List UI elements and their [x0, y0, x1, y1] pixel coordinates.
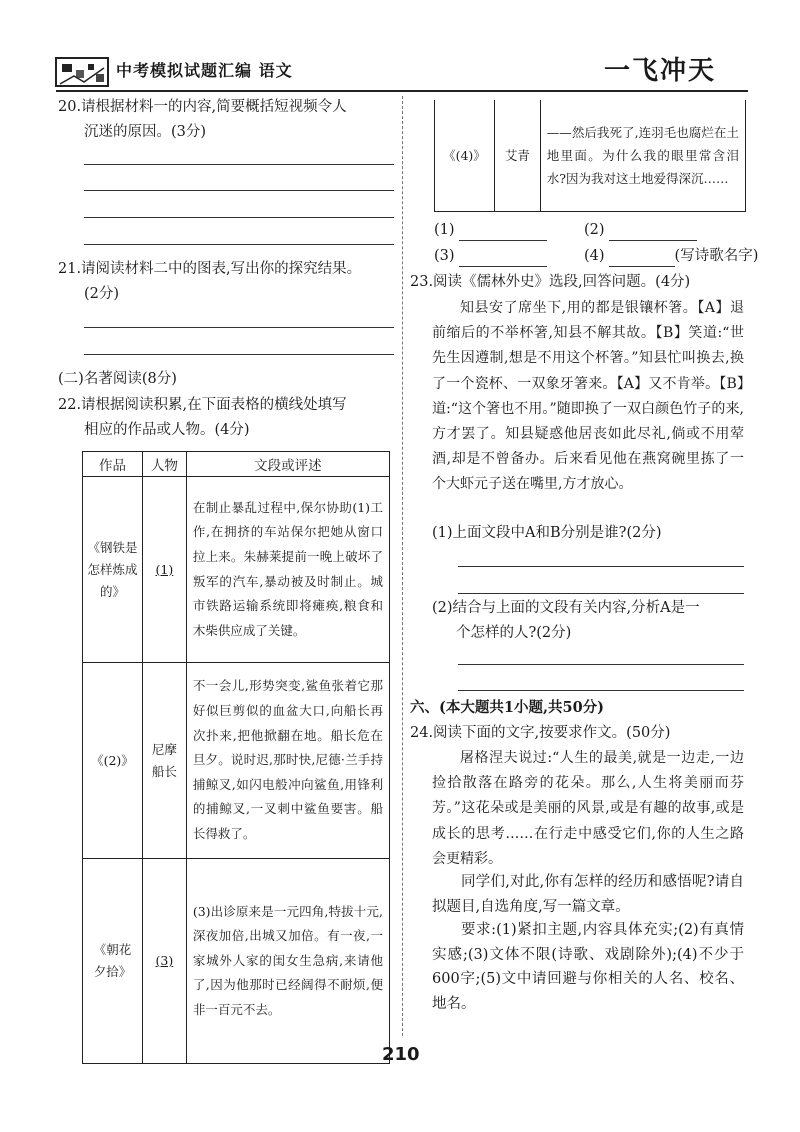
section-heading-reading: (二)名著阅读(8分)	[58, 371, 177, 387]
q23-sub2-answer-line-1[interactable]	[458, 664, 744, 665]
q22-line2: 相应的作品或人物。(4分)	[84, 422, 250, 438]
answer-blank-1[interactable]	[434, 219, 547, 241]
answer-blank-3-line[interactable]	[459, 250, 547, 267]
q24-title: 24.阅读下面的文字,按要求作文。(50分)	[410, 725, 671, 741]
answer-blank-4-note: (写诗歌名字)	[674, 248, 759, 264]
poem-table-continuation	[434, 100, 746, 212]
q22-line1: 22.请根据阅读积累,在下面表格的横线处填写	[58, 397, 347, 413]
q23-sub1: (1)上面文段中A和B分别是谁?(2分)	[432, 525, 662, 541]
column-divider	[402, 96, 403, 1036]
answer-blank-4[interactable]	[584, 245, 758, 267]
table-cell-work: 《钢铁是怎样炼成的》	[83, 477, 143, 663]
answer-blank-3[interactable]	[434, 245, 547, 267]
q20-line2: 沉迷的原因。(3分)	[84, 124, 207, 140]
q23-sub1-answer-line-1[interactable]	[458, 566, 744, 567]
table-row	[435, 100, 746, 212]
section-heading-writing: 六、(本大题共1小题,共50分)	[410, 699, 605, 716]
q21-line2: (2分)	[84, 286, 120, 302]
table-cell-work: 《朝花夕拾》	[83, 859, 143, 1064]
q23-sub2-line2: 个怎样的人?(2分)	[456, 625, 572, 641]
page-header-title: 中考模拟试题汇编 语文	[116, 61, 293, 80]
table-row	[83, 859, 390, 1064]
table-cell-excerpt: ——然后我死了,连羽毛也腐烂在土地里面。为什么我的眼里常含泪水?因为我对这土地爱得深沉……	[540, 100, 745, 212]
q21-answer-line-1[interactable]	[84, 327, 394, 328]
q20-answer-line-3[interactable]	[84, 217, 394, 218]
table-cell-excerpt: (3)出诊原来是一元四角,特拔十元,深夜加倍,出城又加倍。有一夜,一家城外人家的闺女生急病,来请他了,因为他那时已经阔得不耐烦,便非一百元不去。	[186, 859, 389, 1064]
q20-answer-line-2[interactable]	[84, 190, 394, 191]
answer-blank-2-label: (2)	[584, 222, 605, 238]
answer-blank-1-line[interactable]	[459, 224, 547, 241]
header-logo-icon	[54, 54, 110, 88]
answer-blank-2[interactable]	[584, 219, 697, 241]
works-table-header-row	[83, 452, 390, 477]
col-header-work: 作品	[83, 452, 143, 477]
page-number: 210	[382, 1044, 420, 1065]
q23-sub2-answer-line-2[interactable]	[458, 690, 744, 691]
header-rule	[56, 90, 748, 92]
table-cell-work[interactable]: 《(2)》	[83, 663, 143, 859]
table-row	[83, 663, 390, 859]
table-cell-person[interactable]: (1)	[142, 477, 186, 663]
col-header-excerpt: 文段或评述	[186, 452, 389, 477]
col-header-person: 人物	[142, 452, 186, 477]
answer-blank-3-label: (3)	[434, 248, 455, 264]
answer-blank-1-label: (1)	[434, 222, 455, 238]
q24-paragraph-3: 要求:(1)紧扣主题,内容具体充实;(2)有真情实感;(3)文体不限(诗歌、戏剧除外);(4)不少于600字;(5)文中请回避与你相关的人名、校名、地名。	[432, 922, 744, 1012]
q23-sub2-line1: (2)结合与上面的文段有关内容,分析A是一	[432, 600, 700, 616]
q24-paragraph-1: 屠格涅夫说过:“人生的最美,就是一边走,一边捡拾散落在路旁的花朵。那么,人生将美丽而芬芳。”这花朵或是美丽的风景,或是有趣的故事,或是成长的思考……在行走中感受它们,你的人生之路会更精彩。	[432, 750, 744, 867]
table-cell-person: 尼摩船长	[142, 663, 186, 859]
answer-blank-4-label: (4)	[584, 248, 605, 264]
table-cell-person: 艾青	[494, 100, 540, 212]
table-row	[83, 477, 390, 663]
q24-paragraph-2: 同学们,对此,你有怎样的经历和感悟呢?请自拟题目,自选角度,写一篇文章。	[432, 874, 744, 915]
q23-passage: 知县安了席坐下,用的都是银镶杯箸。【A】退前缩后的不举杯箸,知县不解其故。【B】笑道:“世先生因遵制,想是不用这个杯箸。”知县忙叫换去,换了一个瓷杯、一双象牙箸来。【A】又不肯举。【B】道:“这个箸也不用。”随即换了一双白颜色竹子的来,方才罢了。知县疑惑他居丧如此尽礼,倘或不用荤酒,却是不曾备办。后来看见他在燕窝碗里拣了一个大虾元子送在嘴里,方才放心。	[432, 300, 744, 493]
q21-answer-line-2[interactable]	[84, 354, 394, 355]
table-cell-excerpt: 在制止暴乱过程中,保尔协助(1)工作,在拥挤的车站保尔把她从窗口拉上来。朱赫莱提前一晚上破坏了叛军的汽车,暴动被及时制止。城市铁路运输系统即将瘫痪,粮食和木柴供应成了关键。	[186, 477, 389, 663]
answer-blank-2-line[interactable]	[609, 224, 697, 241]
q20-answer-line-4[interactable]	[84, 244, 394, 245]
table-cell-person[interactable]: (3)	[142, 859, 186, 1064]
answer-blank-4-line[interactable]	[609, 250, 675, 267]
q23-sub1-answer-line-2[interactable]	[458, 593, 744, 594]
table-cell-excerpt: 不一会儿,形势突变,鲨鱼张着它那好似巨剪似的血盆大口,向船长再次扑来,把他掀翻在地。船长危在旦夕。说时迟,那时快,尼德·兰手持捕鲸叉,如闪电般冲向鲨鱼,用锋利的捕鲸叉,一叉刺中鲨鱼要害。船长得救了。	[186, 663, 389, 859]
q23-title: 23.阅读《儒林外史》选段,回答问题。(4分)	[410, 274, 691, 290]
table-cell-work[interactable]: 《(4)》	[435, 100, 495, 212]
q20-line1: 20.请根据材料一的内容,简要概括短视频令人	[58, 99, 347, 115]
q21-line1: 21.请阅读材料二中的图表,写出你的探究结果。	[58, 261, 362, 277]
works-table	[82, 451, 390, 1064]
q20-answer-line-1[interactable]	[84, 164, 394, 165]
brand-logo: 一飞冲天	[604, 56, 717, 86]
